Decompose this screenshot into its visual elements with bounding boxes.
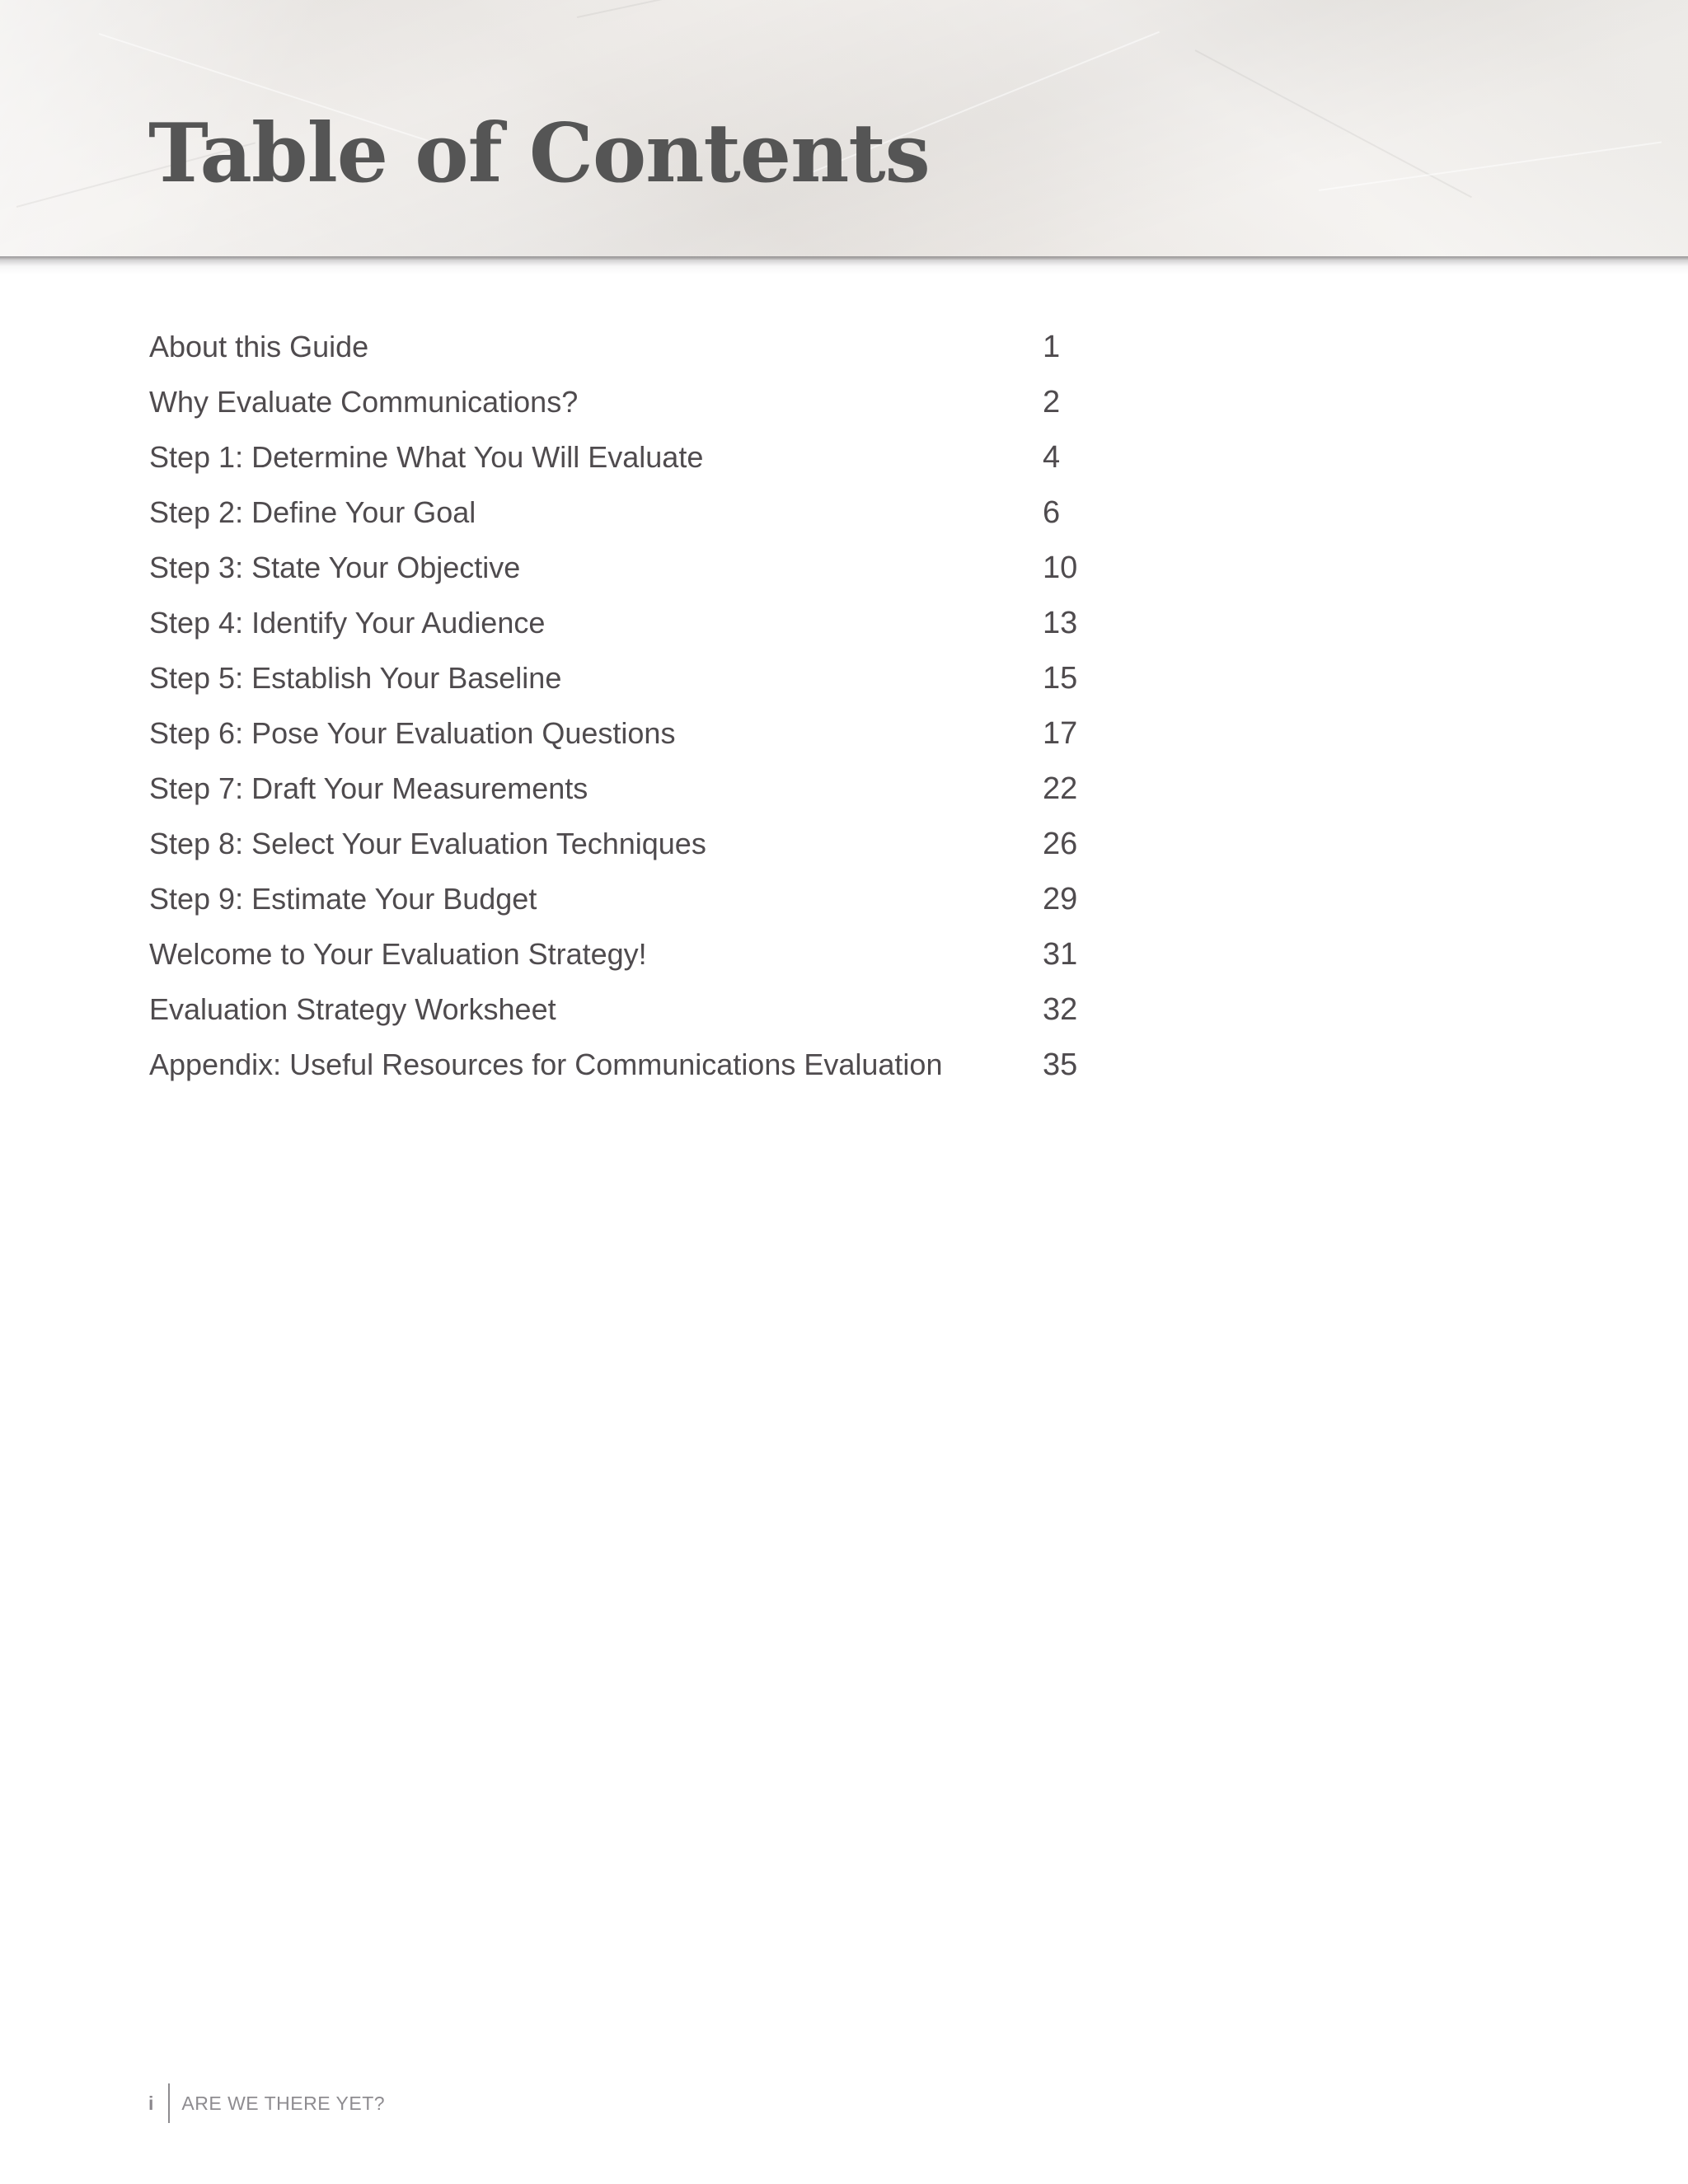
- toc-entry-page-number: 26: [1043, 827, 1078, 861]
- toc-entry[interactable]: [149, 655, 1097, 710]
- toc-entry-title: About this Guide: [149, 330, 369, 363]
- toc-entry-title: Welcome to Your Evaluation Strategy!: [149, 937, 647, 971]
- footer-document-title: ARE WE THERE YET?: [181, 2092, 386, 2114]
- toc-entry-title: Step 9: Estimate Your Budget: [149, 882, 537, 916]
- toc-entry-page-number: 29: [1043, 882, 1078, 916]
- toc-entry-title: Why Evaluate Communications?: [149, 385, 579, 419]
- toc-entry-page-number: 32: [1043, 992, 1078, 1027]
- toc-entry[interactable]: [149, 987, 1097, 1042]
- toc-entry-title: Step 3: State Your Objective: [149, 551, 521, 584]
- toc-entry[interactable]: [149, 1042, 1097, 1097]
- toc-entry[interactable]: [149, 434, 1097, 490]
- toc-entry-page-number: 2: [1043, 385, 1061, 419]
- paper-texture-header: [0, 0, 1688, 260]
- toc-entry-title: Step 4: Identify Your Audience: [149, 606, 546, 640]
- toc-entry-title: Step 1: Determine What You Will Evaluate: [149, 440, 704, 474]
- toc-entry[interactable]: [149, 600, 1097, 655]
- toc-entry-title: Step 8: Select Your Evaluation Techniques: [149, 827, 706, 860]
- page-title: Table of Contents: [148, 106, 930, 201]
- paper-crease: [1195, 49, 1472, 198]
- toc-entry[interactable]: [149, 766, 1097, 821]
- toc-entry-title: Step 7: Draft Your Measurements: [149, 771, 588, 805]
- toc-entry-page-number: 4: [1043, 440, 1061, 475]
- toc-entry-page-number: 31: [1043, 937, 1078, 972]
- toc-entry[interactable]: [149, 931, 1097, 987]
- toc-entry[interactable]: [149, 876, 1097, 931]
- toc-entry-page-number: 17: [1043, 716, 1078, 751]
- toc-entry[interactable]: [149, 490, 1097, 545]
- toc-entry-page-number: 35: [1043, 1047, 1078, 1082]
- toc-entry-title: Evaluation Strategy Worksheet: [149, 992, 556, 1026]
- toc-entry-page-number: 22: [1043, 771, 1078, 806]
- toc-entry-page-number: 1: [1043, 330, 1061, 364]
- footer-divider: [168, 2083, 170, 2123]
- table-of-contents: [149, 324, 1097, 1097]
- toc-entry-page-number: 6: [1043, 495, 1061, 530]
- toc-entry[interactable]: [149, 545, 1097, 600]
- toc-entry-page-number: 15: [1043, 661, 1078, 696]
- toc-entry-title: Step 2: Define Your Goal: [149, 495, 476, 529]
- toc-entry-title: Appendix: Useful Resources for Communications Evaluation: [149, 1047, 943, 1081]
- header-shadow: [0, 256, 1688, 274]
- footer-page-number: i: [148, 2092, 154, 2114]
- toc-entry-title: Step 6: Pose Your Evaluation Questions: [149, 716, 676, 750]
- toc-entry[interactable]: [149, 379, 1097, 434]
- paper-crease: [1319, 142, 1662, 191]
- toc-entry-page-number: 10: [1043, 551, 1078, 585]
- toc-entry-page-number: 13: [1043, 606, 1078, 640]
- paper-crease: [577, 0, 996, 18]
- toc-entry[interactable]: [149, 710, 1097, 766]
- toc-entry-title: Step 5: Establish Your Baseline: [149, 661, 562, 695]
- toc-entry[interactable]: [149, 821, 1097, 876]
- toc-entry[interactable]: [149, 324, 1097, 379]
- page-footer: [148, 2083, 385, 2123]
